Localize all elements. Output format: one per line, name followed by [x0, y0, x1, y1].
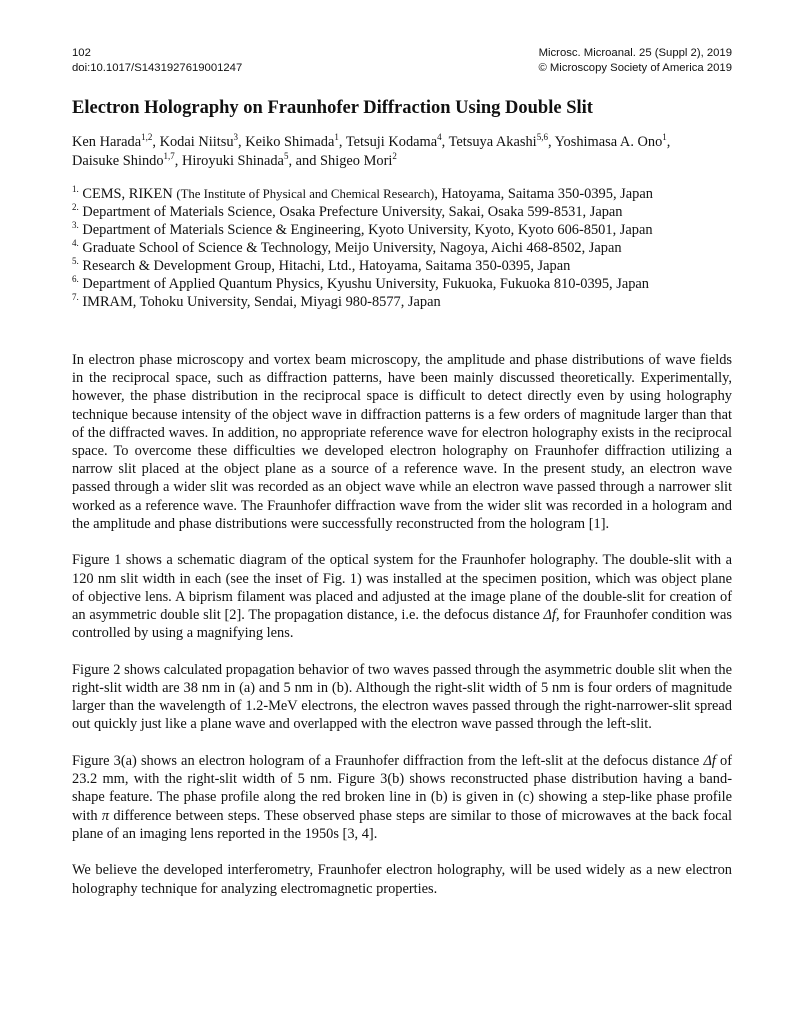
paper-title: Electron Holography on Fraunhofer Diffraction Using Double Slit: [72, 98, 593, 118]
affiliation: $^{4.}$ Graduate School of Science & Technology, Meijo University, Nagoya, Aichi 468-8502, Japan: [72, 238, 622, 256]
header-right: [538, 46, 732, 76]
doi: doi:10.1017/S1431927619001247: [72, 62, 243, 74]
header-left: [72, 46, 242, 76]
paragraph-figure-2: Figure 2 shows calculated propagation behavior of two waves passed through the asymmetric double slit when the right-slit width are 38 nm in (a) and 5 nm in (b). Although the right-slit width of 5 nm is four orders of magnitude larger than the wavelength of 1.2-MeV electrons, the electron waves passed through the right-narrower-slit spread out quickly just like a plane wave and overlapped with the electron wave passed through the left-slit.: [72, 661, 732, 733]
page-number: 102: [72, 47, 91, 59]
affiliation: $^{1.}$ CEMS, RIKEN (The Institute of Physical and Chemical Research), Hatoyama, Saitama 350-0395, Japan: [72, 184, 653, 202]
author: Kodai Niitsu$^3$,: [159, 132, 246, 150]
author: Yoshimasa A. Ono$^1$,: [554, 132, 671, 150]
author: Shigeo Mori$^2$: [320, 151, 397, 169]
running-header: [72, 46, 732, 76]
paragraph-intro: In electron phase microscopy and vortex beam microscopy, the amplitude and phase distributions of wave fields in the reciprocal space, such as diffraction patterns, have been mainly discussed theoretically. Experimentally, however, the phase distribution in the reciprocal space is difficult to detect directly even by using holography technique because intensity of the object wave in diffraction patterns is a few orders of magnitude larger than that of the diffracted waves. In addition, no appropriate reference wave for electron holography exists in the reciprocal space. To overcome these difficulties we developed electron holography on Fraunhofer diffraction utilizing a narrow slit placed at the object plane as a source of a reference wave. In the present study, an electron wave passed through a wider slit was recorded as an object wave while an electron wave passed through a narrower slit worked as a reference wave. The Fraunhofer diffraction wave from the wider slit was recorded in a hologram and the amplitude and phase distributions were successfully reconstructed from the hologram [1].: [72, 352, 732, 532]
author: Ken Harada$^{1,2}$,: [72, 132, 160, 150]
author-list: [72, 133, 732, 171]
paper-page: [72, 46, 732, 916]
affiliation-list: [72, 185, 732, 311]
affiliation: $^{3.}$ Department of Materials Science & Engineering, Kyoto University, Kyoto, Kyoto 606-8501, Japan: [72, 220, 653, 238]
paragraph-figure-1: Figure 1 shows a schematic diagram of the optical system for the Fraunhofer holography. The double-slit with a 120 nm slit width in each (see the inset of Fig. 1) was installed at the specimen position, which was object plane of objective lens. A biprism filament was placed and adjusted at the image plane of the double-slit for creation of an asymmetric double slit [2]. The propagation distance, i.e. the defocus distance Δf, for Fraunhofer condition was controlled by using a magnifying lens.: [72, 552, 732, 642]
abstract-body: [72, 351, 732, 898]
author: Hiroyuki Shinada$^5$, and: [182, 151, 321, 169]
journal-citation: Microsc. Microanal. 25 (Suppl 2), 2019: [538, 47, 732, 59]
author: Keiko Shimada$^1$,: [245, 132, 346, 150]
author: Tetsuji Kodama$^4$,: [345, 132, 449, 150]
copyright: © Microscopy Society of America 2019: [538, 62, 732, 74]
affiliation: $^{5.}$ Research & Development Group, Hitachi, Ltd., Hatoyama, Saitama 350-0395, Japan: [72, 256, 571, 274]
author: Daisuke Shindo$^{1,7}$,: [72, 151, 182, 169]
paragraph-conclusion: We believe the developed interferometry, Fraunhofer electron holography, will be used widely as a new electron holography technique for analyzing electromagnetic properties.: [72, 862, 732, 897]
author: Tetsuya Akashi$^{5,6}$,: [448, 132, 555, 150]
affiliation: $^{7.}$ IMRAM, Tohoku University, Sendai, Miyagi 980-8577, Japan: [72, 292, 441, 310]
affiliation: $^{2.}$ Department of Materials Science, Osaka Prefecture University, Sakai, Osaka 599-8531, Japan: [72, 202, 623, 220]
paragraph-figure-3: Figure 3(a) shows an electron hologram of a Fraunhofer diffraction from the left-slit at the defocus distance Δf of 23.2 mm, with the right-slit width of 5 nm. Figure 3(b) shows reconstructed phase distribution having a band-shape feature. The phase profile along the red broken line in (b) is given in (c) showing a step-like phase profile with π difference between steps. These observed phase steps are similar to those of microwaves at the back focal plane of an imaging lens reported in the 1950s [3, 4].: [72, 753, 732, 842]
affiliation: $^{6.}$ Department of Applied Quantum Physics, Kyushu University, Fukuoka, Fukuoka 810-0395, Japan: [72, 274, 649, 292]
